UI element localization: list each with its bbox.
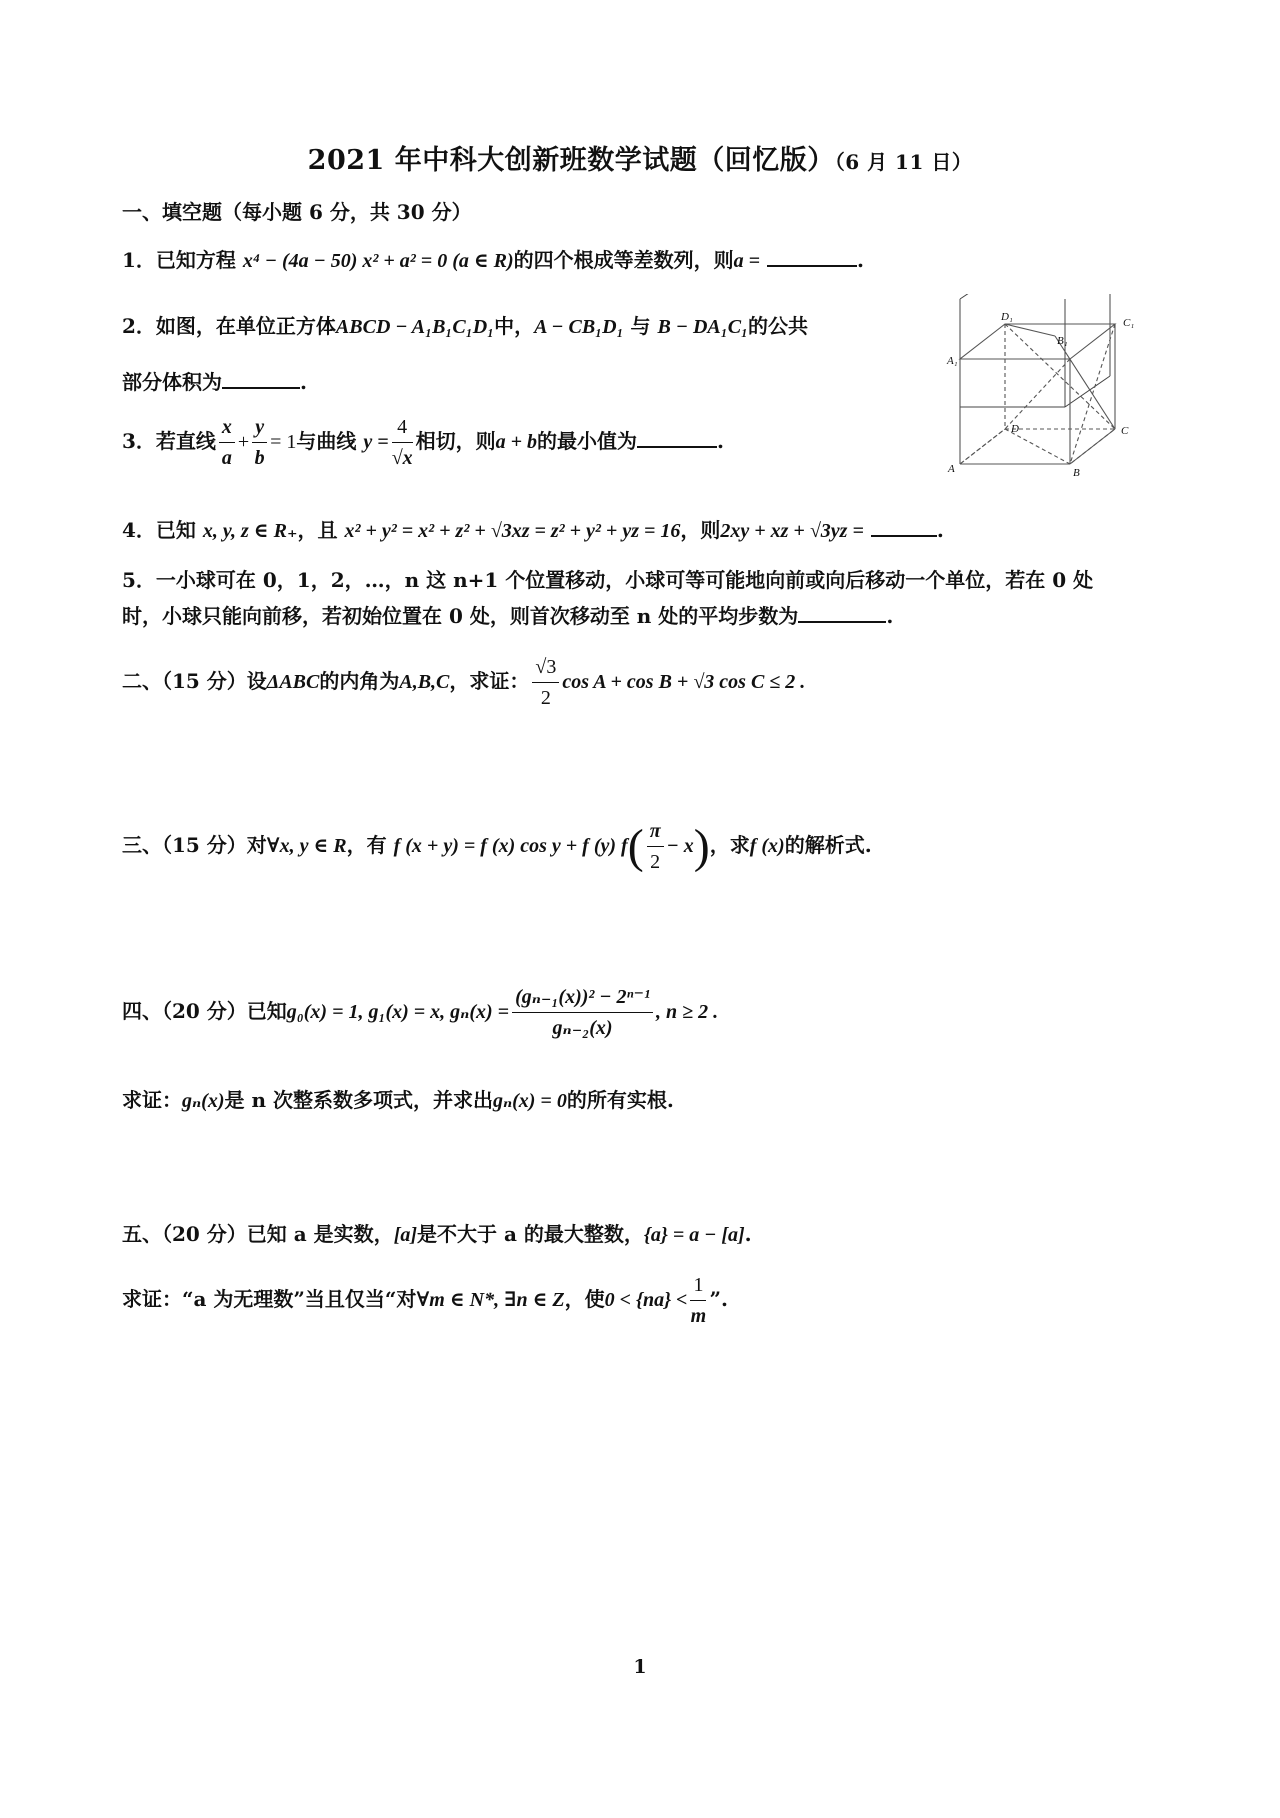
q3-a: a xyxy=(221,447,232,469)
q2-text-d: 的公共 xyxy=(748,314,809,338)
s3-text-b: ，求 xyxy=(709,833,750,857)
q3-four: 4 xyxy=(392,412,413,443)
section2-problem xyxy=(122,652,805,713)
q1-text-b: 的四个根成等差数列，则 xyxy=(513,248,734,272)
s4-proof-b: 是 n 次整系数多项式，并求出 xyxy=(224,1088,493,1112)
s3-text-c: 的解析式. xyxy=(784,833,872,857)
question-4 xyxy=(122,514,944,543)
s4-recurrence-frac xyxy=(512,982,653,1043)
s3-text-a: ，有 xyxy=(346,833,387,857)
s4-definitions: g₀(x) = 1, g₁(x) = x, gₙ(x) = xyxy=(286,1001,510,1023)
s5-frac-1-m xyxy=(690,1270,706,1331)
q3-yeq: y = xyxy=(363,431,389,453)
s2-sqrt3: √3 xyxy=(532,652,559,683)
top-face xyxy=(960,324,1115,359)
q3-text-c: 相切，则 xyxy=(415,429,496,453)
s3-equation: f (x + y) = f (x) cos y + f (y) f xyxy=(393,835,628,857)
q4-period: . xyxy=(936,518,944,542)
s5-proof-a: 求证：“a 为无理数”当且仅当“对 xyxy=(122,1287,417,1311)
q4-answer-blank[interactable] xyxy=(871,515,937,537)
s5-text-a: 是不大于 a 的最大整数， xyxy=(417,1222,644,1246)
s3-forall: ∀x, y ∈ R xyxy=(266,835,347,857)
page-number: 1 xyxy=(633,1656,647,1678)
q2-text-b: 中， xyxy=(494,314,535,338)
question-3 xyxy=(122,412,724,473)
label-D1: D₁ xyxy=(1001,311,1013,323)
s5-proof-b: ，使 xyxy=(564,1287,605,1311)
q3-apb: a + b xyxy=(495,431,538,453)
q3-answer-blank[interactable] xyxy=(637,426,717,448)
s5-m: m xyxy=(690,1305,707,1327)
cube-figure xyxy=(945,294,1155,484)
s5-lead: 五、（20 分）已知 a 是实数， xyxy=(122,1222,394,1246)
q3-text: 若直线 xyxy=(155,429,216,453)
s5-floor: [a] xyxy=(393,1224,418,1246)
s2-two: 2 xyxy=(540,687,551,709)
s5-condition: ∀m ∈ N*, ∃n ∈ Z xyxy=(416,1289,565,1311)
q5-answer-blank[interactable] xyxy=(798,601,886,623)
s4-condition: , n ≥ 2 . xyxy=(656,1001,719,1023)
label-B: B xyxy=(1073,467,1080,479)
q3-sqrtx: √x xyxy=(391,447,413,469)
q1-number: 1． xyxy=(122,248,156,272)
q2-pyramid-2: B − DA₁C₁ xyxy=(657,316,749,338)
title-date: （6 月 11 日） xyxy=(834,150,973,174)
label-B1: B₁ xyxy=(1057,335,1068,347)
q1-variable: a = xyxy=(733,250,761,272)
q2-text-c: 与 xyxy=(630,314,651,338)
s2-frac-sqrt3-2 xyxy=(532,652,559,713)
q1-text: 已知方程 xyxy=(155,248,236,272)
section3-problem: 三、（15 分）对∀x, y ∈ R，有 f (x + y) = f (x) cos y + f (y) f( $\frac{\pi}{2}$ − x)，求f (x)的解析式. xyxy=(122,816,872,877)
q4-expression: 2xy + xz + √3yz = xyxy=(720,520,864,542)
s4-lead: 四、（20 分）已知 xyxy=(122,999,287,1023)
s5-fractional-part: {a} = a − [a] xyxy=(643,1224,745,1246)
edge-AD xyxy=(960,429,1005,464)
q1-equation: x⁴ − (4a − 50) x² + a² = 0 (a ∈ R) xyxy=(242,250,514,272)
section5-proof xyxy=(122,1270,728,1331)
q2-number: 2． xyxy=(122,314,156,338)
s5-inequality: 0 < {na} < xyxy=(604,1289,688,1311)
s3-pi: π xyxy=(647,816,664,847)
question-2-line2 xyxy=(122,366,307,395)
s2-text-a: 的内角为 xyxy=(319,669,400,693)
s4-proof-c: 的所有实根. xyxy=(566,1088,674,1112)
question-1 xyxy=(122,244,864,273)
q2-pyramid-1: A − CB₁D₁ xyxy=(534,316,624,338)
s3-lead: 三、（15 分）对 xyxy=(122,833,267,857)
s4-proof-a: 求证： xyxy=(122,1088,182,1112)
label-D: D xyxy=(1011,423,1019,435)
q3-frac-x-a xyxy=(219,412,235,473)
s4-numerator: (gₙ₋₁(x))² − 2ⁿ⁻¹ xyxy=(512,982,653,1013)
section5-problem xyxy=(122,1218,752,1247)
q3-number: 3． xyxy=(122,429,156,453)
s3-fx: f (x) xyxy=(749,835,785,857)
exam-title xyxy=(0,138,1280,177)
q4-text: 已知 xyxy=(155,518,196,542)
q3-b: b xyxy=(254,447,265,469)
q4-number: 4． xyxy=(122,518,156,542)
q3-plus: + xyxy=(237,431,250,453)
q1-period: . xyxy=(857,248,864,272)
q3-y: y xyxy=(252,412,267,443)
section4-problem xyxy=(122,982,718,1043)
q1-answer-blank[interactable] xyxy=(767,245,857,267)
q3-eq1: = 1 xyxy=(270,431,297,453)
s2-angles: A,B,C xyxy=(399,671,450,693)
s4-gn: gₙ(x) xyxy=(182,1090,225,1112)
edge-BC xyxy=(1070,429,1115,464)
section4-proof xyxy=(122,1084,674,1113)
diag-C1B xyxy=(1070,324,1115,464)
s5-period: . xyxy=(744,1222,752,1246)
s3-frac-pi-2 xyxy=(647,816,664,877)
s4-gn-zero: gₙ(x) = 0 xyxy=(492,1090,567,1112)
s2-inequality: cos A + cos B + √3 cos C ≤ 2 . xyxy=(562,671,806,693)
q2-cube-name: ABCD − A₁B₁C₁D₁ xyxy=(335,316,495,338)
s3-two: 2 xyxy=(650,851,661,873)
q2-text-line2: 部分体积为 xyxy=(122,370,222,394)
q3-text-d: 的最小值为 xyxy=(537,429,638,453)
label-A1: A₁ xyxy=(947,355,958,367)
diag-CB1 xyxy=(1055,336,1115,429)
s2-triangle: ΔABC xyxy=(266,671,320,693)
label-C: C xyxy=(1121,425,1129,437)
q5-text-line2: 时，小球只能向前移，若初始位置在 0 处，则首次移动至 n 处的平均步数为 xyxy=(122,604,799,628)
q3-frac-y-b xyxy=(252,412,267,473)
q3-x: x xyxy=(219,412,235,443)
q4-text-b: ，且 xyxy=(297,518,338,542)
edge-A1-D1 xyxy=(960,294,1005,299)
s2-text-b: ，求证： xyxy=(449,669,530,693)
section1-heading: 一、填空题（每小题 6 分，共 30 分） xyxy=(122,200,472,224)
title-main: 2021 年中科大创新班数学试题（回忆版） xyxy=(307,145,835,176)
question-5-line2 xyxy=(122,600,893,629)
s3-minus-x: − x xyxy=(666,835,694,857)
s2-lead: 二、（15 分）设 xyxy=(122,669,267,693)
q3-frac-4-sqrtx xyxy=(392,412,413,473)
s5-end: ”. xyxy=(709,1287,728,1311)
q4-equation: x² + y² = x² + z² + √3xz = z² + y² + yz = 16 xyxy=(344,520,681,542)
q5-period: . xyxy=(886,604,894,628)
question-5-line1: 5．一小球可在 0，1，2，…，n 这 n+1 个位置移动，小球可等可能地向前或向后移动一个单位，若在 0 处 xyxy=(122,568,1094,592)
q4-vars: x, y, z ∈ R₊ xyxy=(202,520,298,542)
q3-text-b: 与曲线 xyxy=(296,429,357,453)
q2-answer-blank[interactable] xyxy=(222,367,300,389)
s4-denominator: gₙ₋₂(x) xyxy=(552,1017,613,1039)
q3-period: . xyxy=(717,429,724,453)
q4-text-c: ，则 xyxy=(680,518,721,542)
label-A: A xyxy=(948,463,955,475)
diag-D1B1 xyxy=(1005,324,1055,336)
q2-text: 如图，在单位正方体 xyxy=(155,314,336,338)
label-C1: C₁ xyxy=(1123,317,1135,329)
q2-period: . xyxy=(300,370,307,394)
s5-one: 1 xyxy=(690,1270,706,1301)
question-2 xyxy=(122,310,808,339)
diag-B1D xyxy=(1005,359,1070,429)
